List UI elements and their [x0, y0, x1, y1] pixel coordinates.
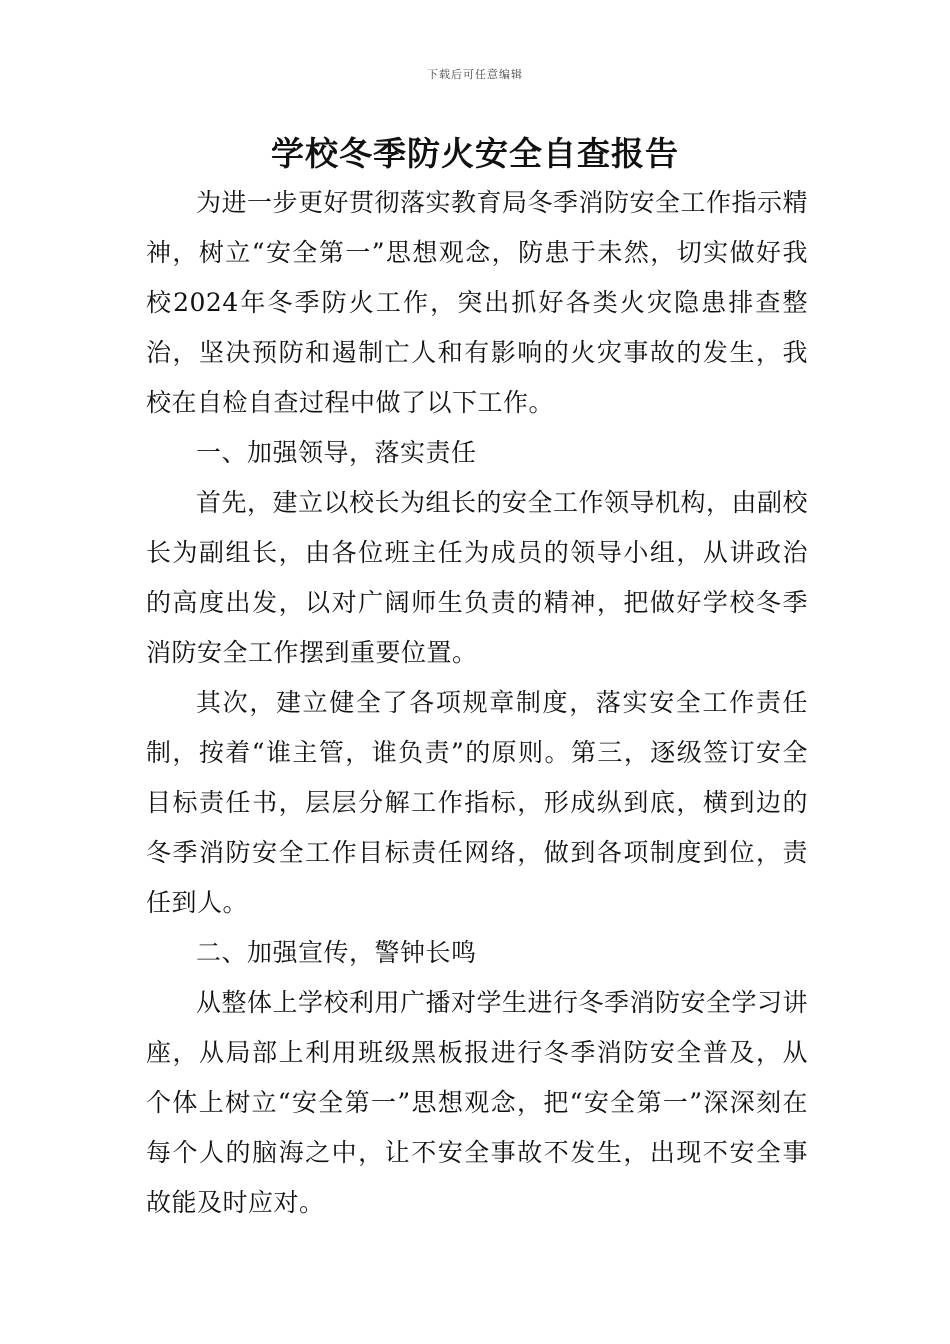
document-title: 学校冬季防火安全自查报告	[271, 134, 679, 173]
paragraph-section-2: 从整体上学校利用广播对学生进行冬季消防安全学习讲座，从局部上利用班级黑板报进行冬季消防安全普及，从个体上树立“安全第一”思想观念，把“安全第一”深深刻在每个人的脑海之中，让不安全事故不发生，出现不安全事故能及时应对。	[146, 988, 809, 1217]
header-note: 下载后可任意编辑	[427, 68, 523, 81]
section-heading-1: 一、加强领导，落实责任	[196, 438, 477, 467]
paragraph-section-1-a: 首先，建立以校长为组长的安全工作领导机构，由副校长为副组长，由各位班主任为成员的领导小组，从讲政治的高度出发，以对广阔师生负责的精神，把做好学校冬季消防安全工作摆到重要位置。	[146, 488, 809, 667]
document-body	[146, 178, 808, 1228]
paragraph-intro: 为进一步更好贯彻落实教育局冬季消防安全工作指示精神，树立“安全第一”思想观念，防患于未然，切实做好我校2024年冬季防火工作，突出抓好各类火灾隐患排查整治，坚决预防和遏制亡人和有影响的火灾事故的发生，我校在自检自查过程中做了以下工作。	[146, 188, 809, 417]
section-heading-2: 二、加强宣传，警钟长鸣	[196, 938, 477, 967]
paragraph-section-1-b: 其次，建立健全了各项规章制度，落实安全工作责任制，按着“谁主管，谁负责”的原则。第三，逐级签订安全目标责任书，层层分解工作指标，形成纵到底，横到边的冬季消防安全工作目标责任网络，做到各项制度到位，责任到人。	[146, 688, 808, 917]
